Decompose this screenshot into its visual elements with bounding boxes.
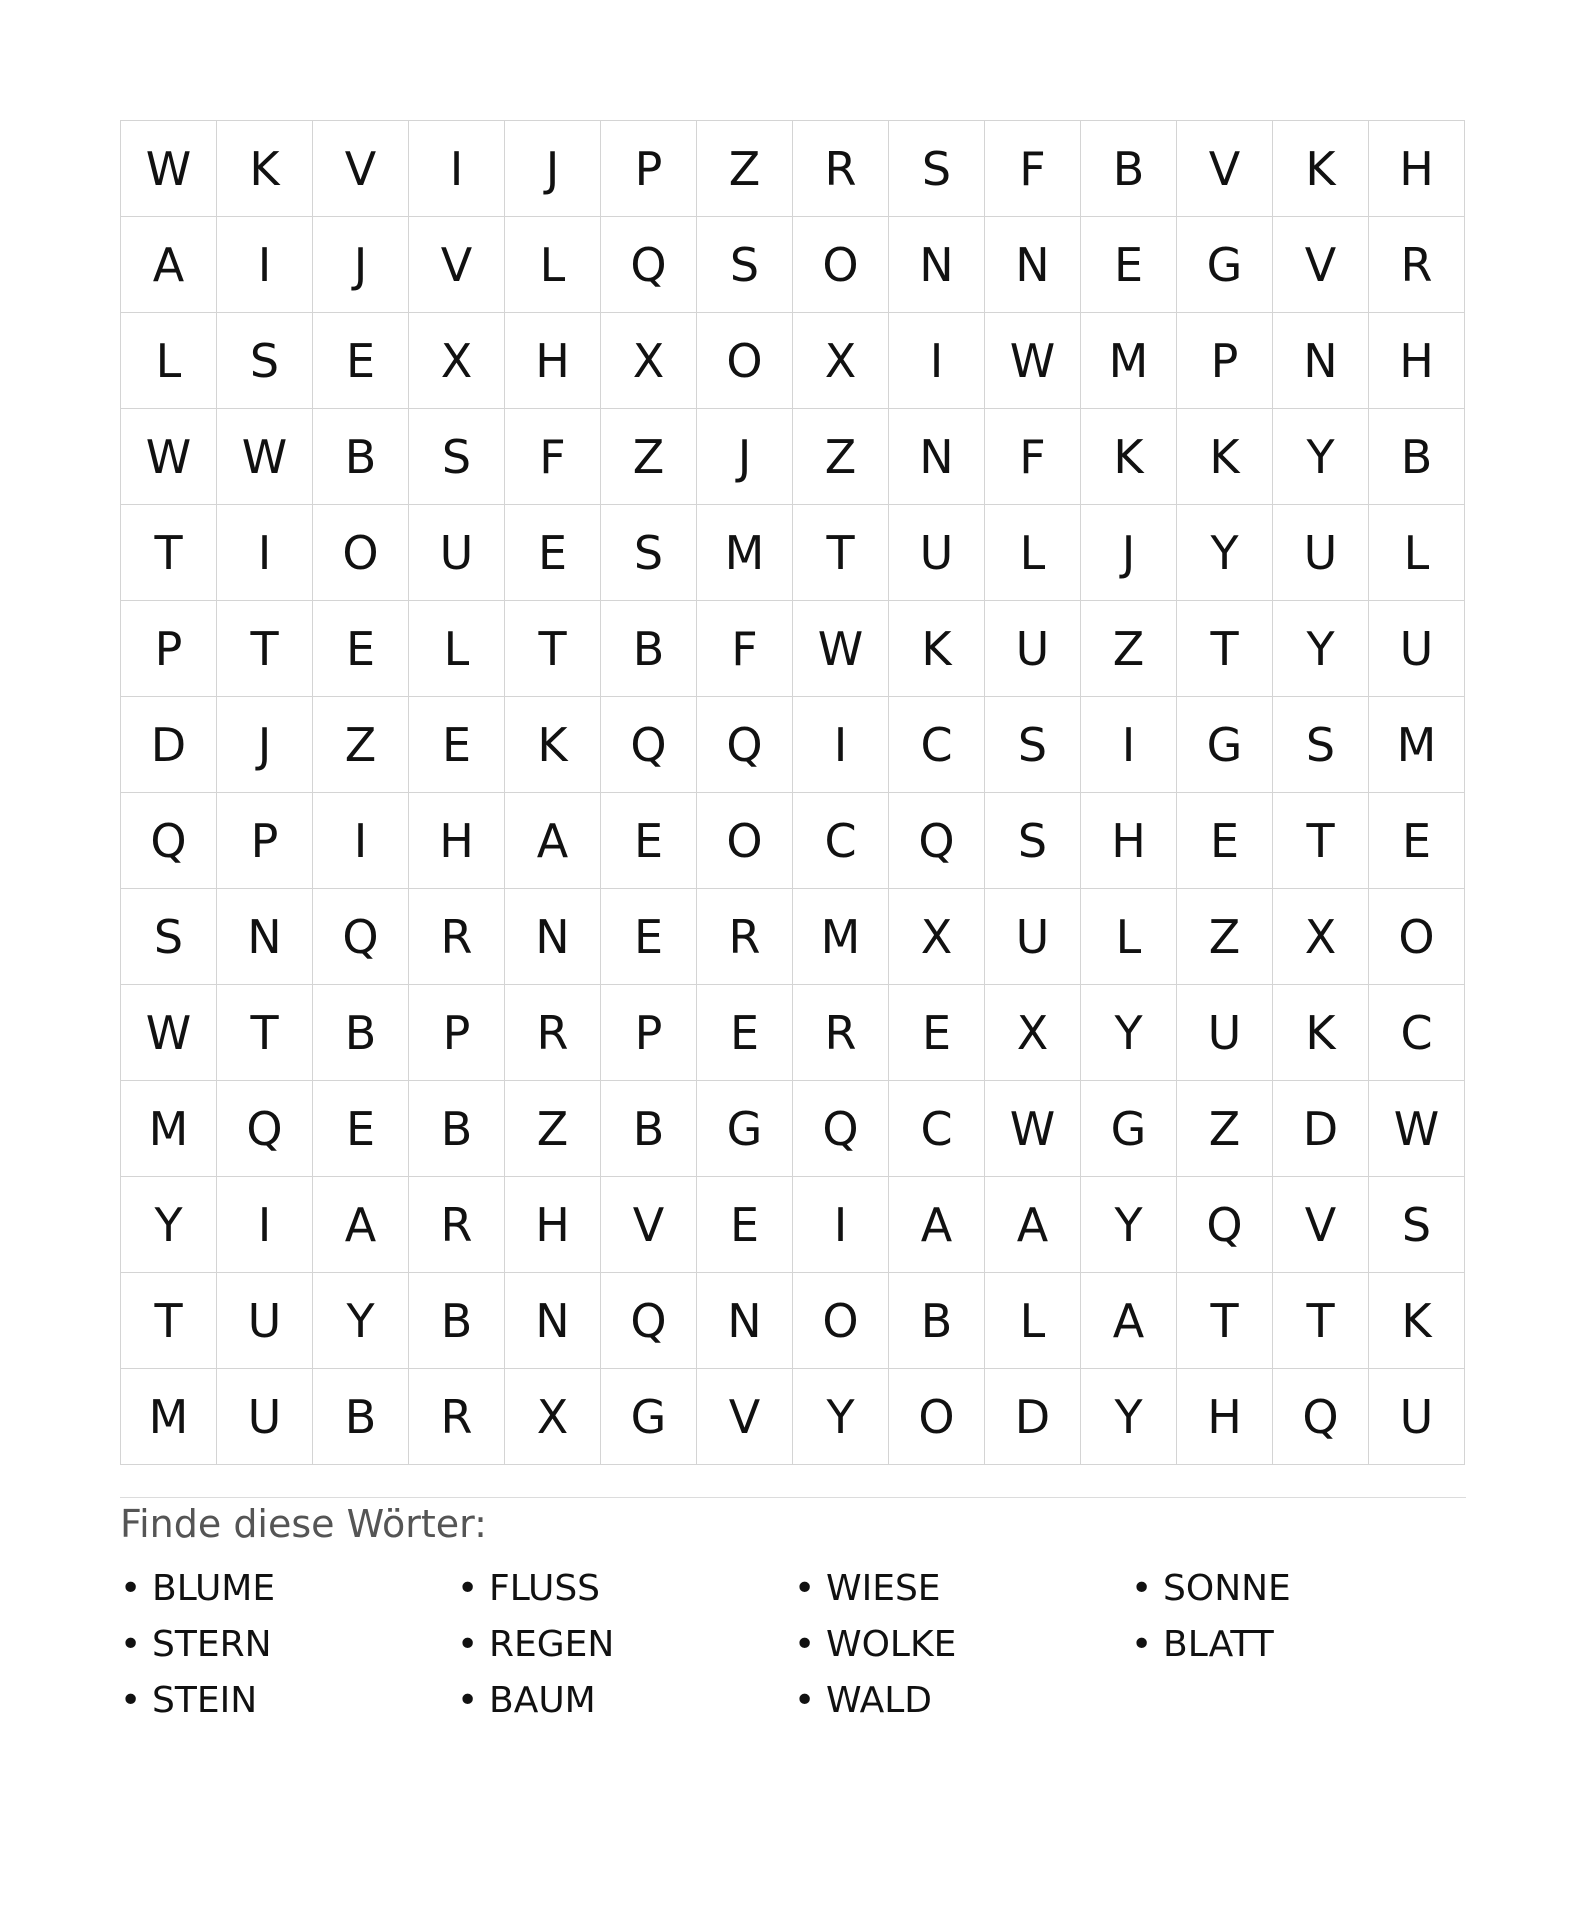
grid-cell[interactable]: E	[1081, 217, 1177, 313]
word-label: WIESE	[826, 1567, 941, 1609]
word-label: WALD	[826, 1679, 933, 1721]
grid-cell[interactable]: A	[889, 1177, 985, 1273]
word-label: WOLKE	[826, 1623, 957, 1665]
grid-cell[interactable]: Z	[313, 697, 409, 793]
grid-cell[interactable]: N	[697, 1273, 793, 1369]
word-label: FLUSS	[489, 1567, 601, 1609]
grid-cell[interactable]: Q	[697, 697, 793, 793]
grid-cell[interactable]: U	[217, 1369, 313, 1465]
grid-cell[interactable]: Z	[1177, 889, 1273, 985]
grid-cell[interactable]: Y	[121, 1177, 217, 1273]
grid-cell[interactable]: R	[697, 889, 793, 985]
grid-cell[interactable]: V	[697, 1369, 793, 1465]
grid-cell[interactable]: X	[985, 985, 1081, 1081]
grid-cell[interactable]: F	[985, 121, 1081, 217]
grid-cell[interactable]: Y	[313, 1273, 409, 1369]
word-list-item	[120, 1672, 457, 1728]
grid-cell[interactable]: B	[1369, 409, 1465, 505]
grid-cell[interactable]: Y	[1081, 985, 1177, 1081]
grid-cell[interactable]: B	[313, 409, 409, 505]
grid-cell[interactable]: E	[1369, 793, 1465, 889]
grid-cell[interactable]: P	[121, 601, 217, 697]
grid-cell[interactable]: O	[1369, 889, 1465, 985]
grid-cell[interactable]: T	[121, 1273, 217, 1369]
grid-cell[interactable]: E	[505, 505, 601, 601]
grid-cell[interactable]: I	[217, 217, 313, 313]
grid-cell[interactable]: M	[121, 1369, 217, 1465]
grid-cell[interactable]: B	[1081, 121, 1177, 217]
grid-cell[interactable]: T	[1273, 793, 1369, 889]
grid-cell[interactable]: E	[409, 697, 505, 793]
grid-cell[interactable]: F	[505, 409, 601, 505]
word-list-item	[1131, 1560, 1468, 1616]
grid-cell[interactable]: S	[697, 217, 793, 313]
grid-cell[interactable]: J	[313, 217, 409, 313]
word-list-item	[794, 1616, 1131, 1672]
grid-cell[interactable]: H	[1369, 313, 1465, 409]
grid-cell[interactable]: I	[313, 793, 409, 889]
grid-cell[interactable]: B	[409, 1273, 505, 1369]
grid-cell[interactable]: S	[217, 313, 313, 409]
grid-cell[interactable]: S	[121, 889, 217, 985]
grid-cell[interactable]: O	[697, 313, 793, 409]
grid-cell[interactable]: K	[1273, 121, 1369, 217]
grid-cell[interactable]: U	[409, 505, 505, 601]
grid-cell[interactable]: Q	[601, 217, 697, 313]
grid-cell[interactable]: Q	[601, 697, 697, 793]
grid-cell[interactable]: E	[601, 889, 697, 985]
grid-cell[interactable]: L	[121, 313, 217, 409]
grid-cell[interactable]: U	[1273, 505, 1369, 601]
grid-cell[interactable]: H	[1177, 1369, 1273, 1465]
grid-cell[interactable]: J	[697, 409, 793, 505]
bullet-icon: •	[120, 1679, 142, 1721]
grid-cell[interactable]: I	[1081, 697, 1177, 793]
grid-cell[interactable]: Q	[1273, 1369, 1369, 1465]
grid-cell[interactable]: X	[889, 889, 985, 985]
grid-cell[interactable]: I	[793, 697, 889, 793]
grid-cell[interactable]: H	[505, 1177, 601, 1273]
grid-cell[interactable]: Q	[889, 793, 985, 889]
grid-cell[interactable]: M	[121, 1081, 217, 1177]
grid-cell[interactable]: Y	[1177, 505, 1273, 601]
word-label: BLUME	[152, 1567, 276, 1609]
grid-cell[interactable]: Z	[697, 121, 793, 217]
grid-cell[interactable]: I	[217, 505, 313, 601]
grid-cell[interactable]: L	[985, 1273, 1081, 1369]
grid-cell[interactable]: F	[697, 601, 793, 697]
grid-cell[interactable]: O	[889, 1369, 985, 1465]
word-list-item	[457, 1560, 794, 1616]
grid-cell[interactable]: L	[1369, 505, 1465, 601]
grid-cell[interactable]: P	[601, 985, 697, 1081]
grid-cell[interactable]: M	[697, 505, 793, 601]
word-label: SONNE	[1163, 1567, 1291, 1609]
grid-cell[interactable]: N	[505, 1273, 601, 1369]
word-list-item	[794, 1672, 1131, 1728]
grid-cell[interactable]: C	[889, 1081, 985, 1177]
word-list-item	[457, 1672, 794, 1728]
grid-cell[interactable]: M	[1369, 697, 1465, 793]
grid-cell[interactable]: G	[1177, 697, 1273, 793]
grid-cell[interactable]: D	[985, 1369, 1081, 1465]
word-label: BLATT	[1163, 1623, 1274, 1665]
grid-cell[interactable]: K	[889, 601, 985, 697]
word-list-item	[120, 1560, 457, 1616]
grid-cell[interactable]: W	[985, 1081, 1081, 1177]
grid-cell[interactable]: Z	[793, 409, 889, 505]
grid-cell[interactable]: A	[121, 217, 217, 313]
grid-cell[interactable]: P	[1177, 313, 1273, 409]
grid-cell[interactable]: N	[1273, 313, 1369, 409]
grid-cell[interactable]: C	[793, 793, 889, 889]
word-label: BAUM	[489, 1679, 596, 1721]
grid-cell[interactable]: T	[793, 505, 889, 601]
bullet-icon: •	[120, 1623, 142, 1665]
grid-cell[interactable]: K	[217, 121, 313, 217]
grid-cell[interactable]: Y	[1273, 601, 1369, 697]
grid-cell[interactable]: I	[409, 121, 505, 217]
grid-cell[interactable]: T	[217, 601, 313, 697]
grid-cell[interactable]: Z	[505, 1081, 601, 1177]
grid-cell[interactable]: U	[889, 505, 985, 601]
grid-cell[interactable]: Y	[1081, 1369, 1177, 1465]
grid-cell[interactable]: W	[985, 313, 1081, 409]
grid-cell[interactable]: G	[697, 1081, 793, 1177]
grid-cell[interactable]: W	[793, 601, 889, 697]
grid-cell[interactable]: X	[505, 1369, 601, 1465]
bullet-icon: •	[1131, 1623, 1153, 1665]
grid-cell[interactable]: I	[793, 1177, 889, 1273]
grid-cell[interactable]: X	[1273, 889, 1369, 985]
grid-cell[interactable]: E	[889, 985, 985, 1081]
grid-cell[interactable]: N	[985, 217, 1081, 313]
bullet-icon: •	[794, 1567, 816, 1609]
grid-cell[interactable]: N	[889, 217, 985, 313]
bullet-icon: •	[1131, 1567, 1153, 1609]
word-label: REGEN	[489, 1623, 615, 1665]
grid-cell[interactable]: S	[889, 121, 985, 217]
grid-cell[interactable]: Y	[793, 1369, 889, 1465]
grid-cell[interactable]: M	[1081, 313, 1177, 409]
grid-cell[interactable]: E	[697, 985, 793, 1081]
grid-cell[interactable]: H	[1081, 793, 1177, 889]
grid-cell[interactable]: W	[121, 985, 217, 1081]
grid-cell[interactable]: U	[985, 601, 1081, 697]
grid-cell[interactable]: Y	[1081, 1177, 1177, 1273]
grid-cell[interactable]: U	[1369, 601, 1465, 697]
grid-cell[interactable]: O	[793, 217, 889, 313]
grid-cell[interactable]: B	[601, 1081, 697, 1177]
grid-cell[interactable]: H	[505, 313, 601, 409]
bullet-icon: •	[457, 1567, 479, 1609]
grid-cell[interactable]: E	[601, 793, 697, 889]
grid-cell[interactable]: A	[1081, 1273, 1177, 1369]
grid-cell[interactable]: Q	[217, 1081, 313, 1177]
grid-cell[interactable]: P	[601, 121, 697, 217]
grid-cell[interactable]: V	[1273, 1177, 1369, 1273]
grid-cell[interactable]: X	[409, 313, 505, 409]
grid-cell[interactable]: U	[985, 889, 1081, 985]
grid-cell[interactable]: Z	[601, 409, 697, 505]
grid-cell[interactable]: K	[1081, 409, 1177, 505]
grid-cell[interactable]: B	[313, 1369, 409, 1465]
grid-cell[interactable]: K	[1273, 985, 1369, 1081]
grid-cell[interactable]: W	[217, 409, 313, 505]
grid-cell[interactable]: E	[697, 1177, 793, 1273]
grid-cell[interactable]: O	[697, 793, 793, 889]
grid-cell[interactable]: I	[889, 313, 985, 409]
grid-cell[interactable]: E	[313, 601, 409, 697]
grid-cell[interactable]: T	[505, 601, 601, 697]
grid-cell[interactable]: M	[793, 889, 889, 985]
bullet-icon: •	[457, 1623, 479, 1665]
grid-cell[interactable]: T	[217, 985, 313, 1081]
word-label: STERN	[152, 1623, 272, 1665]
grid-cell[interactable]: W	[121, 409, 217, 505]
grid-cell[interactable]: D	[121, 697, 217, 793]
grid-cell[interactable]: I	[217, 1177, 313, 1273]
grid-cell[interactable]: P	[409, 985, 505, 1081]
grid-cell[interactable]: O	[793, 1273, 889, 1369]
grid-cell[interactable]: J	[217, 697, 313, 793]
grid-cell[interactable]: H	[1369, 121, 1465, 217]
grid-cell[interactable]: C	[1369, 985, 1465, 1081]
grid-cell[interactable]: S	[409, 409, 505, 505]
grid-cell[interactable]: T	[121, 505, 217, 601]
grid-cell[interactable]: G	[1081, 1081, 1177, 1177]
grid-cell[interactable]: R	[793, 985, 889, 1081]
grid-cell[interactable]: D	[1273, 1081, 1369, 1177]
word-list-heading: Finde diese Wörter:	[120, 1502, 487, 1546]
grid-cell[interactable]: R	[793, 121, 889, 217]
word-list-item	[1131, 1616, 1468, 1672]
grid-cell[interactable]: Q	[1177, 1177, 1273, 1273]
grid-cell[interactable]: R	[1369, 217, 1465, 313]
grid-cell[interactable]: Q	[313, 889, 409, 985]
grid-cell[interactable]: B	[409, 1081, 505, 1177]
grid-cell[interactable]: O	[313, 505, 409, 601]
grid-cell[interactable]: H	[409, 793, 505, 889]
grid-cell[interactable]: K	[1369, 1273, 1465, 1369]
grid-cell[interactable]: C	[889, 697, 985, 793]
grid-cell[interactable]: L	[409, 601, 505, 697]
grid-cell[interactable]: E	[313, 313, 409, 409]
grid-cell[interactable]: T	[1177, 601, 1273, 697]
grid-cell[interactable]: F	[985, 409, 1081, 505]
word-list	[120, 1560, 1466, 1728]
grid-cell[interactable]: W	[121, 121, 217, 217]
grid-cell[interactable]: B	[889, 1273, 985, 1369]
grid-cell[interactable]: J	[1081, 505, 1177, 601]
grid-cell[interactable]: L	[505, 217, 601, 313]
bullet-icon: •	[120, 1567, 142, 1609]
grid-cell[interactable]: V	[313, 121, 409, 217]
grid-cell[interactable]: K	[1177, 409, 1273, 505]
grid-cell[interactable]: E	[1177, 793, 1273, 889]
grid-cell[interactable]: A	[505, 793, 601, 889]
grid-cell[interactable]: S	[985, 697, 1081, 793]
grid-cell[interactable]: V	[409, 217, 505, 313]
divider	[120, 1497, 1466, 1498]
grid-cell[interactable]: V	[601, 1177, 697, 1273]
grid-cell[interactable]: Q	[601, 1273, 697, 1369]
grid-cell[interactable]: R	[409, 889, 505, 985]
grid-cell[interactable]: S	[601, 505, 697, 601]
word-search-grid	[120, 120, 1465, 1465]
grid-cell[interactable]: T	[1273, 1273, 1369, 1369]
grid-cell[interactable]: T	[1177, 1273, 1273, 1369]
grid-cell[interactable]: S	[1369, 1177, 1465, 1273]
grid-cell[interactable]: Q	[121, 793, 217, 889]
grid-cell[interactable]: Y	[1273, 409, 1369, 505]
grid-cell[interactable]: X	[601, 313, 697, 409]
grid-cell[interactable]: S	[1273, 697, 1369, 793]
grid-cell[interactable]: N	[505, 889, 601, 985]
grid-cell[interactable]: U	[1177, 985, 1273, 1081]
grid-cell[interactable]: L	[985, 505, 1081, 601]
grid-cell[interactable]: V	[1177, 121, 1273, 217]
grid-cell[interactable]: R	[409, 1177, 505, 1273]
grid-cell[interactable]: K	[505, 697, 601, 793]
grid-cell[interactable]: R	[409, 1369, 505, 1465]
grid-cell[interactable]: L	[1081, 889, 1177, 985]
grid-cell[interactable]: G	[601, 1369, 697, 1465]
grid-cell[interactable]: R	[505, 985, 601, 1081]
word-list-item	[120, 1616, 457, 1672]
word-list-item	[457, 1616, 794, 1672]
grid-cell[interactable]: Q	[793, 1081, 889, 1177]
grid-cell[interactable]: U	[217, 1273, 313, 1369]
grid-cell[interactable]: E	[313, 1081, 409, 1177]
grid-cell[interactable]: Z	[1081, 601, 1177, 697]
word-label: STEIN	[152, 1679, 258, 1721]
grid-cell[interactable]: N	[889, 409, 985, 505]
grid-cell[interactable]: N	[217, 889, 313, 985]
grid-cell[interactable]: U	[1369, 1369, 1465, 1465]
bullet-icon: •	[457, 1679, 479, 1721]
grid-cell[interactable]: S	[985, 793, 1081, 889]
grid-cell[interactable]: B	[313, 985, 409, 1081]
bullet-icon: •	[794, 1679, 816, 1721]
grid-cell[interactable]: A	[313, 1177, 409, 1273]
grid-cell[interactable]: G	[1177, 217, 1273, 313]
grid-cell[interactable]: A	[985, 1177, 1081, 1273]
bullet-icon: •	[794, 1623, 816, 1665]
grid-cell[interactable]: Z	[1177, 1081, 1273, 1177]
grid-cell[interactable]: V	[1273, 217, 1369, 313]
grid-cell[interactable]: P	[217, 793, 313, 889]
grid-cell[interactable]: X	[793, 313, 889, 409]
grid-cell[interactable]: B	[601, 601, 697, 697]
word-list-item	[794, 1560, 1131, 1616]
grid-cell[interactable]: W	[1369, 1081, 1465, 1177]
grid-cell[interactable]: J	[505, 121, 601, 217]
